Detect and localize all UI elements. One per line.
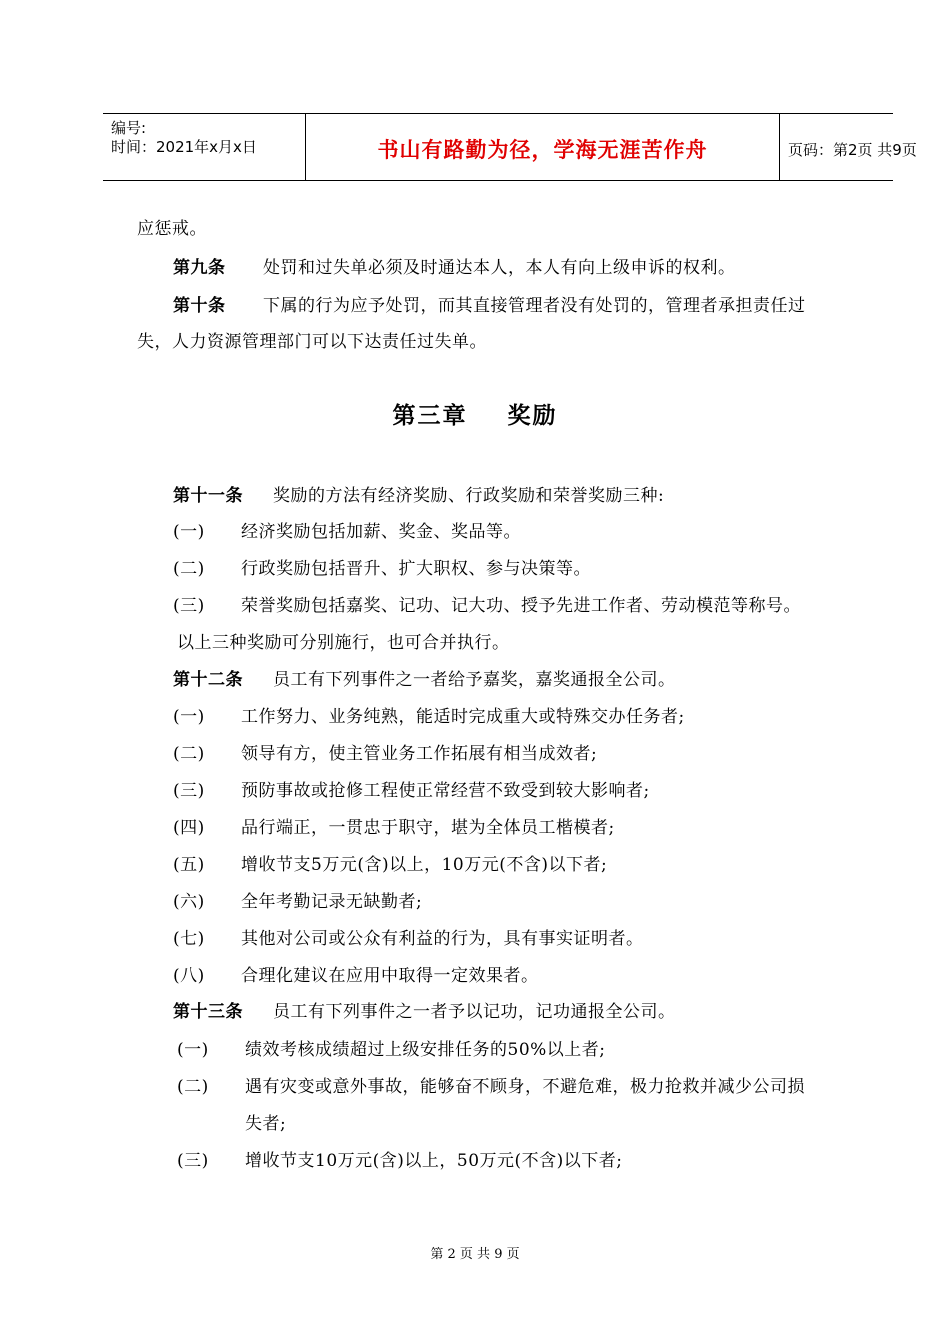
list-text: 增收节支10万元(含)以上，50万元(不含)以下者;: [245, 1151, 623, 1171]
article-text: 下属的行为应予处罚，而其直接管理者没有处罚的，管理者承担责任过: [263, 296, 806, 316]
text-line: 以上三种奖励可分别施行，也可合并执行。: [177, 633, 510, 653]
list-number: (一): [173, 522, 205, 542]
list-number: (七): [173, 929, 205, 949]
list-text: 失者;: [245, 1114, 287, 1134]
list-text: 领导有方，使主管业务工作拓展有相当成效者;: [241, 744, 598, 764]
list-number: (二): [173, 744, 205, 764]
document-header: [103, 113, 917, 181]
article-11: [173, 481, 664, 506]
list-text: 行政奖励包括晋升、扩大职权、参与决策等。: [241, 559, 591, 579]
list-item: [173, 961, 539, 986]
list-item: [173, 517, 521, 542]
list-text: 增收节支5万元(含)以上，10万元(不含)以下者;: [241, 855, 608, 875]
list-item: [173, 813, 615, 838]
list-item: [173, 924, 644, 949]
article-label: 第九条: [173, 258, 226, 278]
text-line: 失，人力资源管理部门可以下达责任过失单。: [137, 332, 487, 352]
list-text: 绩效考核成绩超过上级安排任务的50%以上者;: [245, 1040, 606, 1060]
list-number: (五): [173, 855, 205, 875]
list-number: (一): [177, 1040, 209, 1060]
list-item: [177, 1035, 606, 1060]
list-text: 荣誉奖励包括嘉奖、记功、记大功、授予先进工作者、劳动模范等称号。: [241, 596, 801, 616]
list-number: (八): [173, 966, 205, 986]
article-12: [173, 665, 676, 690]
list-number: (三): [173, 596, 205, 616]
list-text: 其他对公司或公众有利益的行为，具有事实证明者。: [241, 929, 644, 949]
list-item: [177, 1072, 805, 1097]
list-text: 预防事故或抢修工程使正常经营不致受到较大影响者;: [241, 781, 650, 801]
article-label: 第十条: [173, 296, 226, 316]
article-text: 员工有下列事件之一者予以记功，记功通报全公司。: [273, 1002, 676, 1022]
document-time-label: 时间：2021年x月x日: [111, 138, 257, 156]
list-number: (三): [173, 781, 205, 801]
list-number: (四): [173, 818, 205, 838]
article-label: 第十二条: [173, 670, 243, 690]
list-number: (三): [177, 1151, 209, 1171]
article-10: [173, 291, 806, 316]
list-number: (一): [173, 707, 205, 727]
chapter-title: 第三章 奖励: [392, 403, 558, 429]
article-label: 第十一条: [173, 486, 243, 506]
list-item-continuation: [177, 1109, 286, 1134]
list-number: (六): [173, 892, 205, 912]
list-text: 遇有灾变或意外事故，能够奋不顾身，不避危难，极力抢救并减少公司损: [245, 1077, 805, 1097]
list-item: [173, 702, 685, 727]
article-9: [173, 253, 736, 278]
list-number: (二): [173, 559, 205, 579]
text-line: 应惩戒。: [137, 219, 207, 239]
document-number-label: 编号:: [111, 119, 147, 137]
list-text: 工作努力、业务纯熟，能适时完成重大或特殊交办任务者;: [241, 707, 685, 727]
list-number: (二): [177, 1077, 209, 1097]
header-motto-cell: [306, 114, 780, 180]
article-13: [173, 997, 676, 1022]
list-text: 经济奖励包括加薪、奖金、奖品等。: [241, 522, 521, 542]
list-item: [177, 1146, 623, 1171]
list-item: [173, 776, 650, 801]
header-page-cell: [780, 114, 917, 180]
article-text: 员工有下列事件之一者给予嘉奖，嘉奖通报全公司。: [273, 670, 676, 690]
list-item: [173, 591, 801, 616]
article-text: 奖励的方法有经济奖励、行政奖励和荣誉奖励三种:: [273, 486, 665, 506]
list-item: [173, 850, 607, 875]
list-text: 全年考勤记录无缺勤者;: [241, 892, 423, 912]
article-label: 第十三条: [173, 1002, 243, 1022]
article-text: 处罚和过失单必须及时通达本人，本人有向上级申诉的权利。: [263, 258, 736, 278]
list-item: [173, 739, 597, 764]
list-item: [173, 887, 422, 912]
list-text: 合理化建议在应用中取得一定效果者。: [241, 966, 539, 986]
list-text: 品行端正，一贯忠于职守，堪为全体员工楷模者;: [241, 818, 615, 838]
header-motto: 书山有路勤为径，学海无涯苦作舟: [377, 138, 708, 162]
page-footer: 第 2 页 共 9 页: [430, 1247, 520, 1262]
header-meta-cell: [103, 114, 306, 180]
header-page-label: 页码：第2页 共9页: [788, 141, 917, 159]
list-item: [173, 554, 591, 579]
